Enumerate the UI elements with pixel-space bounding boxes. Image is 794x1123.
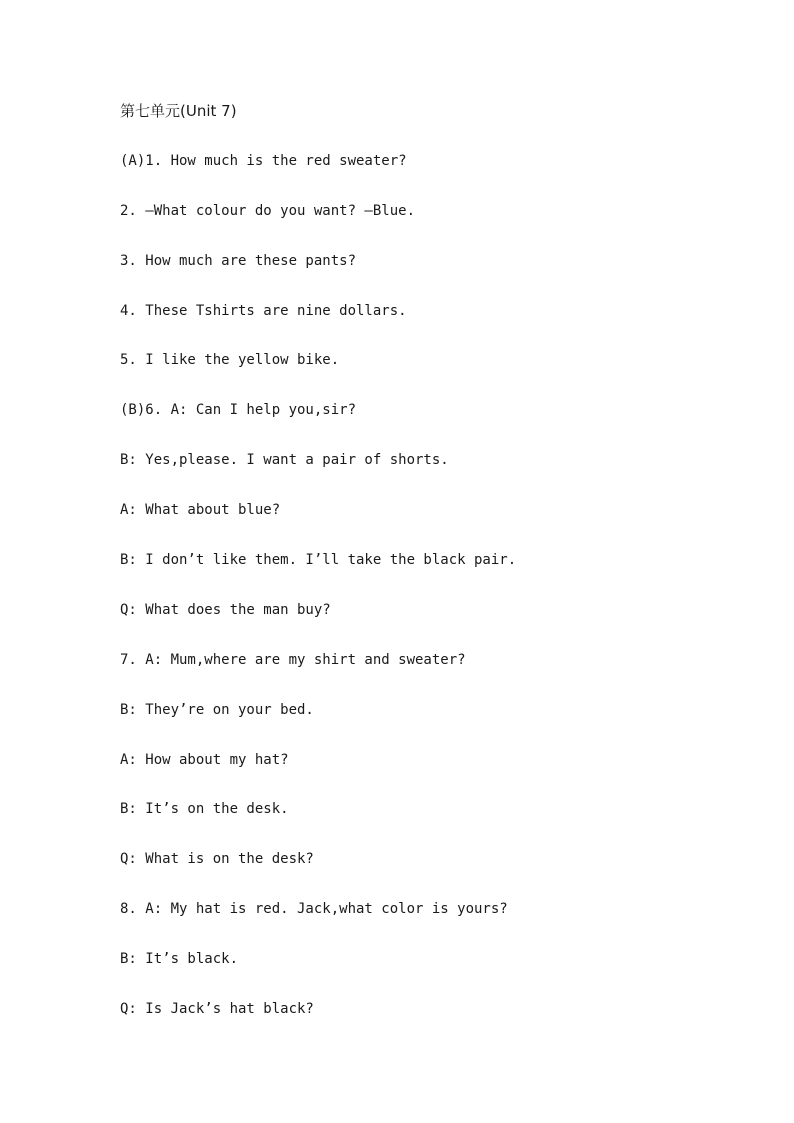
line-7-q: Q: What is on the desk? [120, 851, 314, 868]
line-2: 2. —What colour do you want? —Blue. [120, 202, 416, 219]
line-a1: (A)1. How much is the red sweater? [120, 152, 407, 169]
document-content [120, 99, 680, 1047]
line-7-a2: A: How about my hat? [120, 751, 289, 768]
line-8-q: Q: Is Jack’s hat black? [120, 1001, 314, 1018]
line-6-b2: B: I don’t like them. I’ll take the black pair. [120, 552, 517, 569]
line-7-a: 7. A: Mum,where are my shirt and sweater? [120, 651, 466, 668]
unit-title: 第七单元(Unit 7) [120, 102, 237, 120]
line-3: 3. How much are these pants? [120, 252, 357, 269]
line-8-b: B: It’s black. [120, 951, 239, 968]
line-4: 4. These Tshirts are nine dollars. [120, 302, 407, 319]
line-6-q: Q: What does the man buy? [120, 601, 331, 618]
line-7-b2: B: It’s on the desk. [120, 801, 289, 818]
line-6-a2: A: What about blue? [120, 502, 281, 519]
line-8-a: 8. A: My hat is red. Jack,what color is yours? [120, 901, 508, 918]
line-5: 5. I like the yellow bike. [120, 352, 340, 369]
line-b6: (B)6. A: Can I help you,sir? [120, 402, 357, 419]
line-6-b: B: Yes,please. I want a pair of shorts. [120, 452, 449, 469]
line-7-b: B: They’re on your bed. [120, 701, 314, 718]
